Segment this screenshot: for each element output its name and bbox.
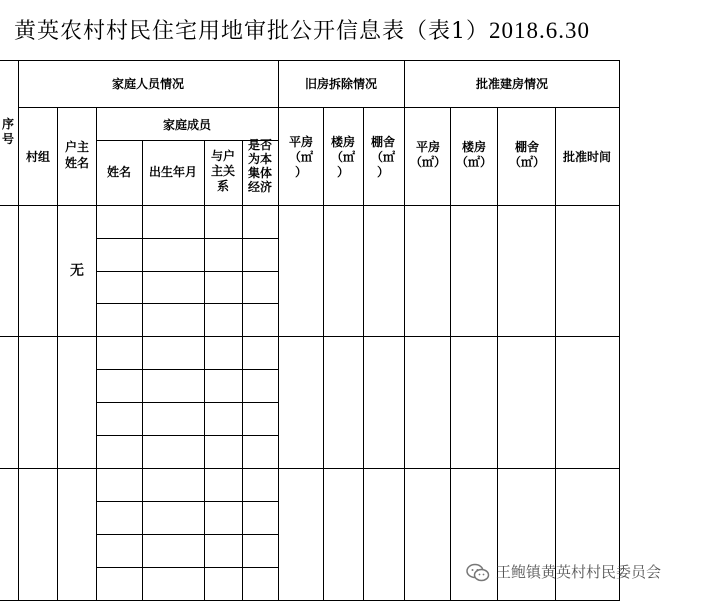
wechat-icon — [466, 563, 490, 583]
row-1-householder: 无 — [70, 263, 84, 279]
header-approval-time: 批准时间 — [562, 150, 612, 164]
header-new-shed: 棚舍（㎡） — [508, 140, 546, 169]
header-family-info: 家庭人员情况 — [111, 77, 185, 91]
watermark — [466, 561, 661, 583]
header-old-flat: 平房（㎡） — [288, 135, 314, 179]
header-old-building: 楼房（㎡） — [330, 135, 356, 179]
header-new-flat: 平房（㎡） — [409, 140, 447, 169]
header-old-shed: 棚舍（㎡） — [370, 135, 396, 179]
header-is-member: 是否为本集体经济 — [247, 138, 273, 194]
header-birth: 出生年月 — [148, 165, 198, 179]
header-family-members: 家庭成员 — [162, 118, 212, 132]
watermark-text: 王鲍镇黄英村村民委员会 — [496, 563, 662, 581]
header-new-house: 批准建房情况 — [475, 77, 549, 91]
header-old-house: 旧房拆除情况 — [304, 77, 378, 91]
header-relation: 与户主关系 — [210, 149, 236, 193]
header-new-building: 楼房（㎡） — [455, 140, 493, 169]
title-date: 2018.6.30 — [489, 18, 590, 43]
header-householder: 户主姓名 — [64, 140, 90, 170]
header-village-group: 村组 — [25, 150, 51, 164]
header-seq: 序号 — [1, 117, 15, 146]
title-main: 黄英农村村民住宅用地审批公开信息表（表1） — [14, 19, 489, 44]
header-name: 姓名 — [106, 165, 132, 179]
